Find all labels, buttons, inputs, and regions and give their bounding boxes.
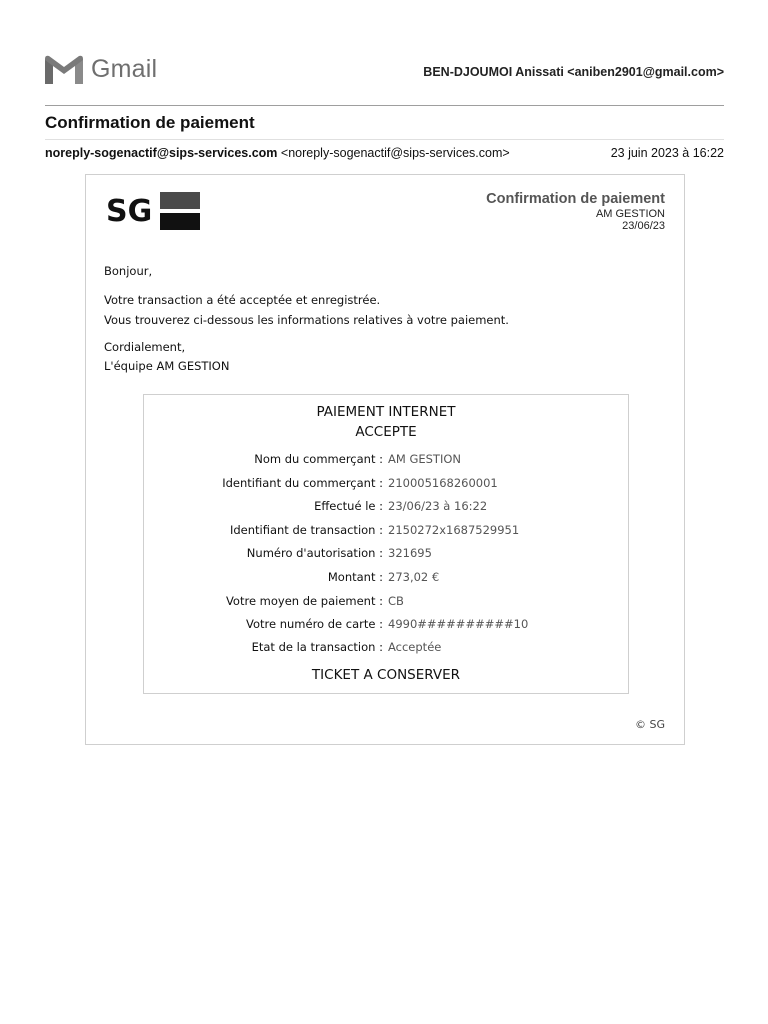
message-line-1: Votre transaction a été acceptée et enregistrée. [104, 293, 381, 307]
ticket-status: ACCEPTE [355, 424, 417, 440]
ticket-row-label: Montant : [327, 570, 383, 584]
email-header-merchant: AM GESTION [595, 208, 665, 220]
ticket-row [144, 640, 628, 660]
ticket-row-value: CB [388, 594, 404, 608]
greeting: Bonjour, [104, 264, 153, 278]
header-divider [45, 105, 724, 106]
ticket-row [144, 452, 628, 472]
ticket-row-value: 4990##########10 [388, 617, 529, 631]
ticket-title: PAIEMENT INTERNET [316, 404, 456, 420]
gmail-logo [45, 55, 157, 84]
ticket-row [144, 594, 628, 614]
ticket-row-value: AM GESTION [388, 452, 461, 466]
ticket-row-label: Nom du commerçant : [254, 452, 383, 466]
signature: L'équipe AM GESTION [104, 359, 230, 373]
message-line-2: Vous trouverez ci-dessous les informations relatives à votre paiement. [104, 313, 509, 327]
ticket-row-value: 2150272x1687529951 [388, 523, 520, 537]
payment-ticket [143, 394, 629, 694]
account-name: BEN-DJOUMOI Anissati <aniben2901@gmail.com> [423, 65, 724, 79]
subject-divider [45, 139, 724, 140]
sender-address: <noreply-sogenactif@sips-services.com> [280, 146, 510, 160]
ticket-row-value: 210005168260001 [388, 476, 498, 490]
ticket-row-label: Votre moyen de paiement : [225, 594, 383, 608]
ticket-row-label: Etat de la transaction : [251, 640, 383, 654]
gmail-m-icon [45, 55, 83, 84]
gmail-wordmark: Gmail [91, 55, 158, 83]
email-header [486, 191, 665, 232]
email-header-date: 23/06/23 [622, 220, 665, 232]
email-header-title: Confirmation de paiement [486, 191, 665, 207]
sender-name: noreply-sogenactif@sips-services.com [45, 146, 278, 160]
email-subject: Confirmation de paiement [45, 113, 255, 132]
ticket-row-label: Numéro d'autorisation : [246, 546, 383, 560]
copyright: © SG [634, 718, 665, 731]
ticket-row-value: 321695 [388, 546, 432, 560]
ticket-row-label: Identifiant de transaction : [229, 523, 383, 537]
email-date: 23 juin 2023 à 16:22 [610, 146, 724, 160]
closing: Cordialement, [104, 340, 186, 354]
sg-logo-icon [160, 192, 200, 230]
ticket-row-value: Acceptée [388, 640, 442, 654]
ticket-row [144, 617, 628, 637]
sg-logo [106, 192, 200, 230]
email-body-card [85, 174, 685, 745]
ticket-row-label: Votre numéro de carte : [246, 617, 383, 631]
ticket-row-value: 273,02 € [388, 570, 440, 584]
ticket-row [144, 523, 628, 543]
sg-logo-text: SG [106, 193, 153, 229]
ticket-row [144, 499, 628, 519]
ticket-row [144, 476, 628, 496]
ticket-row-label: Effectué le : [314, 499, 383, 513]
ticket-row-label: Identifiant du commerçant : [222, 476, 383, 490]
sender-line [45, 146, 510, 160]
ticket-row [144, 570, 628, 590]
ticket-row-value: 23/06/23 à 16:22 [388, 499, 488, 513]
ticket-row [144, 546, 628, 566]
ticket-footer: TICKET A CONSERVER [311, 667, 461, 683]
